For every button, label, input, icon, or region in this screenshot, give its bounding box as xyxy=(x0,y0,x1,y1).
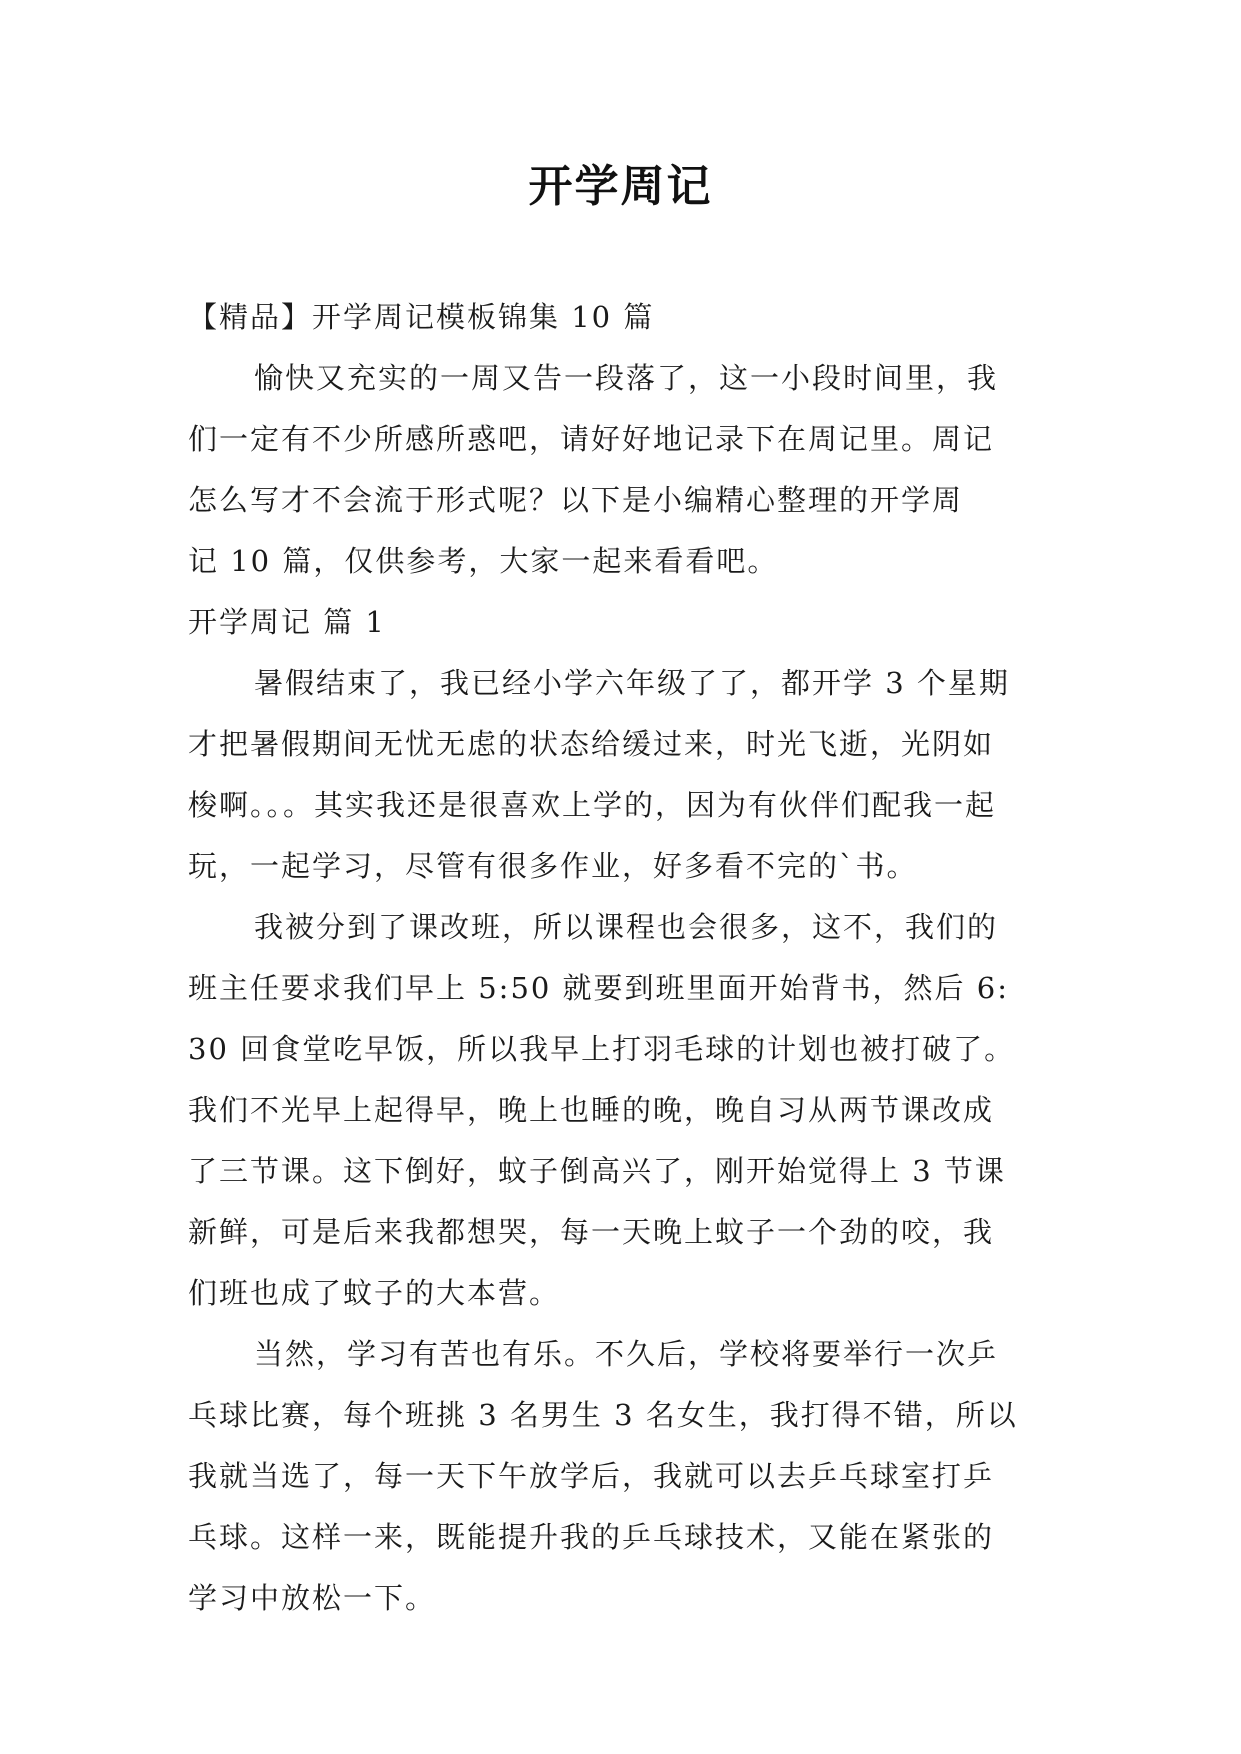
text-line: 班主任要求我们早上 5:50 就要到班里面开始背书，然后 6: xyxy=(188,971,1009,1005)
text-line: 们一定有不少所感所惑吧，请好好地记录下在周记里。周记 xyxy=(188,422,995,456)
text-line: 乓球比赛，每个班挑 3 名男生 3 名女生，我打得不错，所以 xyxy=(188,1398,1018,1432)
text-line: 我被分到了课改班，所以课程也会很多，这不，我们的 xyxy=(254,910,999,944)
text-line: 记 10 篇，仅供参考，大家一起来看看吧。 xyxy=(188,544,779,578)
text-line: 当然，学习有苦也有乐。不久后，学校将要举行一次乒 xyxy=(254,1337,999,1371)
text-line: 玩，一起学习，尽管有很多作业，好多看不完的`书。 xyxy=(188,849,918,883)
text-line: 才把暑假期间无忧无虑的状态给缓过来，时光飞逝，光阴如 xyxy=(188,727,995,761)
text-line: 怎么写才不会流于形式呢？以下是小编精心整理的开学周 xyxy=(188,483,964,517)
text-line: 们班也成了蚊子的大本营。 xyxy=(188,1276,561,1310)
text-line: 了三节课。这下倒好，蚊子倒高兴了，刚开始觉得上 3 节课 xyxy=(188,1154,1006,1188)
text-line: 愉快又充实的一周又告一段落了，这一小段时间里，我 xyxy=(254,361,999,395)
text-line: 【精品】开学周记模板锦集 10 篇 xyxy=(188,300,655,334)
text-line: 30 回食堂吃早饭，所以我早上打羽毛球的计划也被打破了。 xyxy=(188,1032,1016,1066)
text-line: 暑假结束了，我已经小学六年级了了，都开学 3 个星期 xyxy=(254,666,1010,700)
text-line: 学习中放松一下。 xyxy=(188,1581,437,1615)
text-line: 我就当选了，每一天下午放学后，我就可以去乒乓球室打乒 xyxy=(188,1459,995,1493)
text-line: 我们不光早上起得早，晚上也睡的晚，晚自习从两节课改成 xyxy=(188,1093,995,1127)
document-body xyxy=(188,287,1054,1629)
text-line: 新鲜，可是后来我都想哭，每一天晚上蚊子一个劲的咬，我 xyxy=(188,1215,995,1249)
document-title: 开学周记 xyxy=(528,161,713,212)
text-line: 梭啊。。。其实我还是很喜欢上学的，因为有伙伴们配我一起 xyxy=(188,788,997,822)
text-line: 乓球。这样一来，既能提升我的乒乓球技术，又能在紧张的 xyxy=(188,1520,995,1554)
text-line: 开学周记 篇 1 xyxy=(188,605,386,639)
